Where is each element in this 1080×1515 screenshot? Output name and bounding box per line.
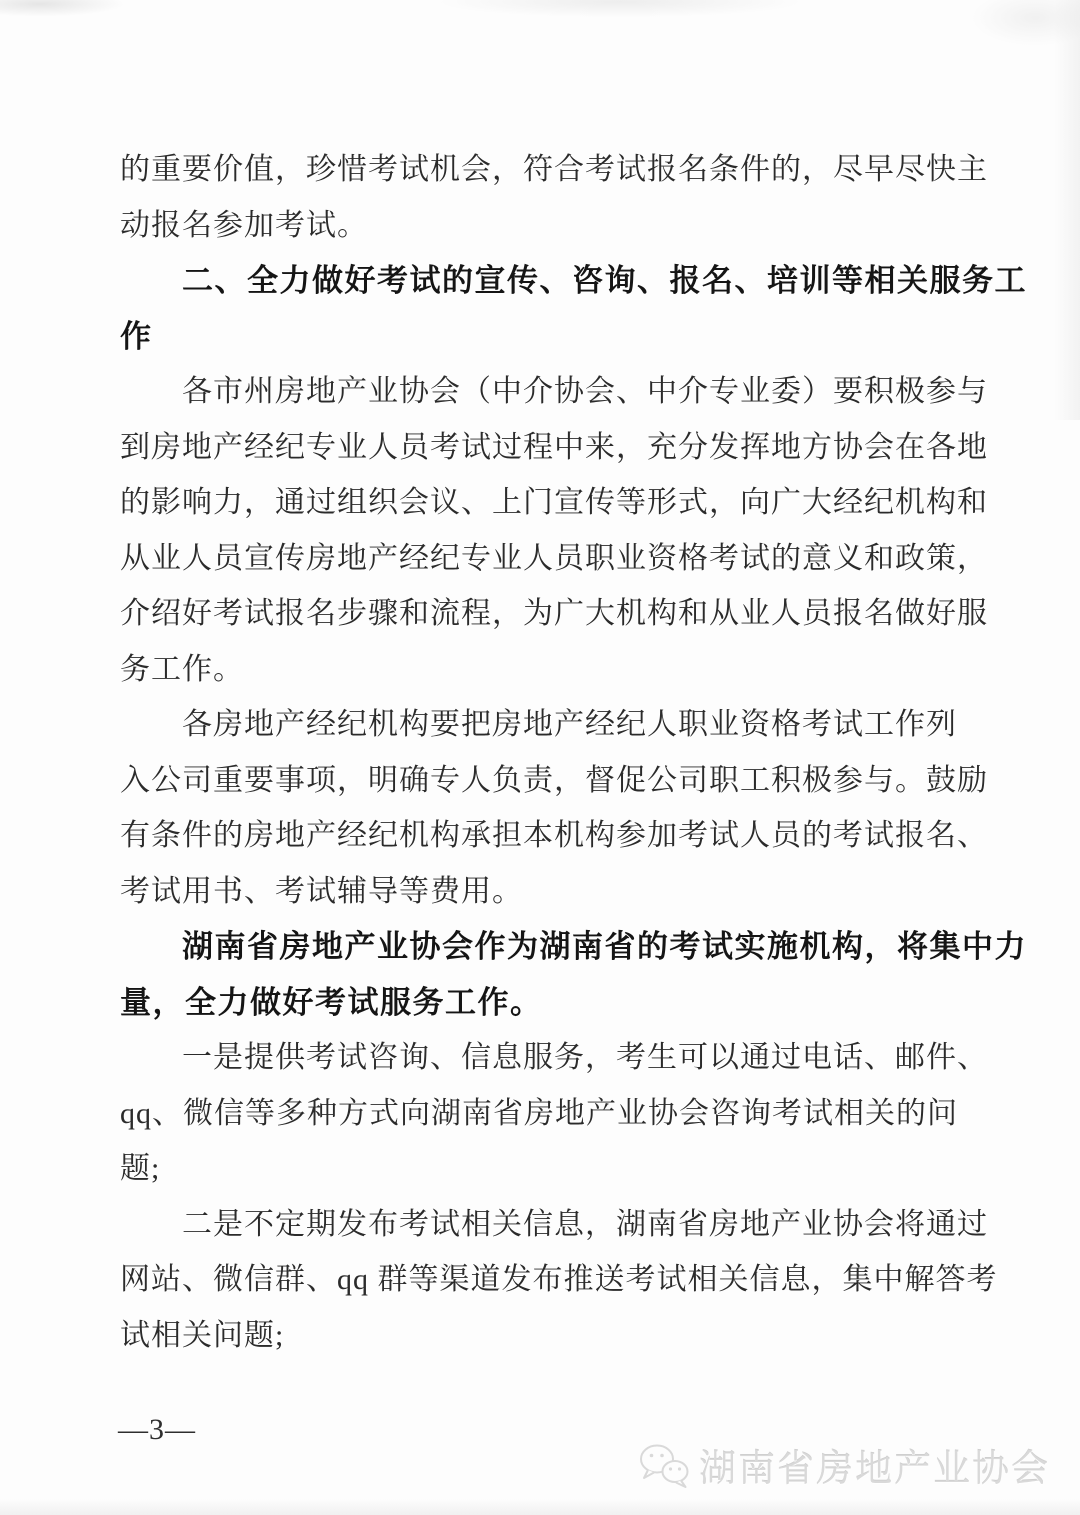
text-line: qq、微信等多种方式向湖南省房地产业协会咨询考试相关的问 <box>120 1096 958 1130</box>
text-line: 考试用书、考试辅导等费用。 <box>120 874 523 908</box>
paragraph <box>120 697 988 919</box>
text-line: 各市州房地产业协会（中介协会、中介专业委）要积极参与 <box>182 375 988 408</box>
paragraph <box>120 142 988 253</box>
text-line: 二是不定期发布考试相关信息，湖南省房地产业协会将通过 <box>182 1207 988 1241</box>
document-body <box>120 142 1027 1363</box>
text-line: 介绍好考试报名步骤和流程，为广大机构和从业人员报名做好服 <box>120 597 988 630</box>
text-line: 有条件的房地产经纪机构承担本机构参加考试人员的考试报名、 <box>120 819 988 852</box>
text-line: 湖南省房地产业协会作为湖南省的考试实施机构，将集中力 <box>182 929 1027 964</box>
paragraph <box>120 919 1027 1030</box>
text-line: 题; <box>120 1152 161 1185</box>
text-line: 二、全力做好考试的宣传、咨询、报名、培训等相关服务工 <box>182 263 1027 298</box>
paragraph <box>120 253 1027 364</box>
paragraph <box>120 1197 998 1364</box>
page-number: —3— <box>118 1413 196 1446</box>
text-line: 网站、微信群、qq 群等渠道发布推送考试相关信息，集中解答考 <box>120 1263 998 1296</box>
scan-noise <box>1054 0 1080 420</box>
text-line: 的重要价值，珍惜考试机会，符合考试报名条件的，尽早尽快主 <box>120 153 988 186</box>
text-line: 量，全力做好考试服务工作。 <box>120 984 543 1020</box>
watermark-label: 湖南省房地产业协会 <box>699 1448 1050 1489</box>
wechat-icon <box>637 1441 691 1489</box>
paragraph <box>120 364 988 697</box>
text-line: 作 <box>120 318 153 354</box>
watermark <box>637 1438 1050 1492</box>
scan-noise <box>0 1499 1080 1515</box>
paragraph <box>120 1030 988 1197</box>
text-line: 入公司重要事项，明确专人负责，督促公司职工积极参与。鼓励 <box>120 763 988 797</box>
text-line: 务工作。 <box>120 652 244 686</box>
scan-noise <box>0 0 1080 60</box>
text-line: 从业人员宣传房地产经纪专业人员职业资格考试的意义和政策， <box>120 541 988 575</box>
text-line: 一是提供考试咨询、信息服务，考生可以通过电话、邮件、 <box>182 1041 988 1074</box>
text-line: 到房地产经纪专业人员考试过程中来，充分发挥地方协会在各地 <box>120 430 988 464</box>
text-line: 动报名参加考试。 <box>120 208 368 242</box>
text-line: 的影响力，通过组织会议、上门宣传等形式，向广大经纪机构和 <box>120 486 988 519</box>
text-line: 试相关问题; <box>120 1318 285 1352</box>
text-line: 各房地产经纪机构要把房地产经纪人职业资格考试工作列 <box>182 708 957 741</box>
